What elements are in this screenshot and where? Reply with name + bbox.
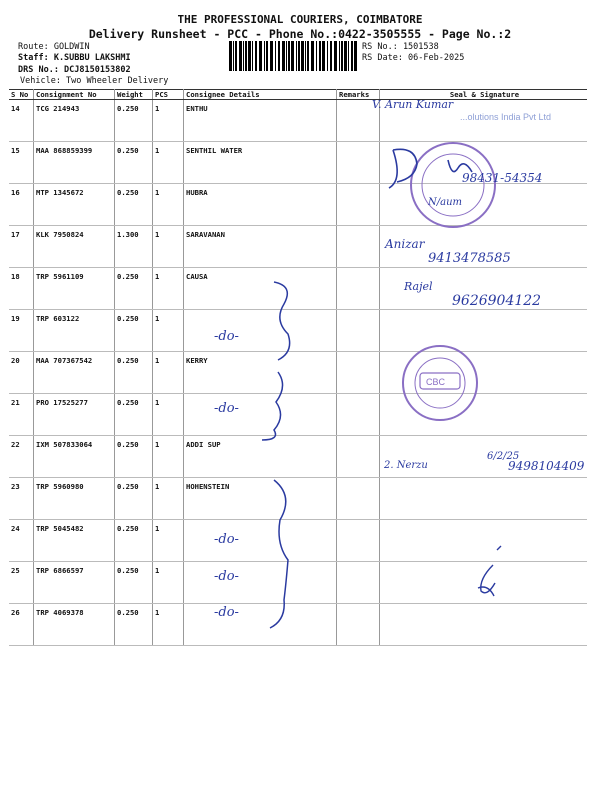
barcode-bar	[344, 41, 347, 71]
cell-sno: 21	[9, 394, 34, 436]
cell-signature	[380, 478, 588, 520]
cell-consignee: SENTHIL WATER	[184, 142, 337, 184]
cell-consignment: TRP 4069378	[34, 604, 115, 646]
barcode-bar	[327, 41, 328, 71]
cell-signature	[380, 226, 588, 268]
cell-sno: 17	[9, 226, 34, 268]
phone-row-17: 9413478585	[428, 251, 511, 266]
cell-consignee: ENTHU	[184, 100, 337, 142]
table-row	[9, 268, 587, 310]
cell-consignment: TCG 214943	[34, 100, 115, 142]
cell-weight: 0.250	[115, 436, 153, 478]
cell-signature	[380, 436, 588, 478]
cell-sno: 23	[9, 478, 34, 520]
cell-consignee: HUBRA	[184, 184, 337, 226]
table-row	[9, 604, 587, 646]
cell-weight: 0.250	[115, 100, 153, 142]
cell-sno: 18	[9, 268, 34, 310]
cell-signature	[380, 142, 588, 184]
barcode-bar	[351, 41, 353, 71]
barcode-bar	[252, 41, 253, 71]
cell-sno: 15	[9, 142, 34, 184]
table-row	[9, 352, 587, 394]
cell-signature	[380, 562, 588, 604]
barcode-bar	[319, 41, 321, 71]
cell-pcs: 1	[153, 394, 184, 436]
cell-consignee	[184, 562, 337, 604]
cell-consignment: IXM 507833064	[34, 436, 115, 478]
barcode-bar	[239, 41, 242, 71]
cell-consignee: ADDI SUP	[184, 436, 337, 478]
barcode-bar	[330, 41, 332, 71]
barcode-bar	[233, 41, 234, 71]
barcode-bar	[275, 41, 276, 71]
company-stamp-text: ...olutions India Pvt Ltd	[460, 112, 552, 122]
barcode-bar	[288, 41, 290, 71]
barcode-bar	[264, 41, 265, 71]
signature-row-14: V. Arun Kumar	[372, 98, 454, 111]
cell-signature	[380, 352, 588, 394]
barcode-bar	[229, 41, 232, 71]
cell-consignment: TRP 5960980	[34, 478, 115, 520]
cell-signature	[380, 184, 588, 226]
cell-sno: 19	[9, 310, 34, 352]
cell-weight: 0.250	[115, 562, 153, 604]
cell-pcs: 1	[153, 310, 184, 352]
cell-pcs: 1	[153, 184, 184, 226]
cell-sno: 26	[9, 604, 34, 646]
barcode-bar	[348, 41, 349, 71]
phone-row-18: 9626904122	[452, 293, 542, 309]
cell-remarks	[337, 184, 380, 226]
barcode-bar	[245, 41, 247, 71]
cell-consignee: CAUSA	[184, 268, 337, 310]
barcode-bar	[305, 41, 306, 71]
ditto-mark: -do-	[214, 569, 239, 584]
cell-weight: 0.250	[115, 352, 153, 394]
barcode-bar	[248, 41, 251, 71]
cell-consignee: SARAVANAN	[184, 226, 337, 268]
cell-pcs: 1	[153, 562, 184, 604]
signature-row-16: N/aum	[428, 197, 463, 208]
cell-remarks	[337, 310, 380, 352]
cell-remarks	[337, 562, 380, 604]
cell-consignment: MTP 1345672	[34, 184, 115, 226]
barcode-bar	[255, 41, 257, 71]
cell-consignment: TRP 5045482	[34, 520, 115, 562]
cell-signature	[380, 100, 588, 142]
table-row	[9, 520, 587, 562]
vehicle-label: Vehicle: Two Wheeler Delivery	[20, 76, 169, 86]
cell-consignment: TRP 5961109	[34, 268, 115, 310]
cell-weight: 0.250	[115, 142, 153, 184]
date-row-22: 6/2/25	[487, 451, 520, 462]
barcode-bar	[266, 41, 268, 71]
runsheet-table	[9, 89, 587, 646]
barcode-bar	[278, 41, 280, 71]
cell-pcs: 1	[153, 100, 184, 142]
table-row	[9, 394, 587, 436]
barcode-bar	[301, 41, 304, 71]
phone-row-16: 98431-54354	[462, 171, 543, 185]
barcode-bar	[291, 41, 294, 71]
cell-consignment: KLK 7950824	[34, 226, 115, 268]
cell-pcs: 1	[153, 226, 184, 268]
cell-consignee	[184, 310, 337, 352]
route-label: Route: GOLDWIN	[18, 42, 90, 52]
barcode-bar	[235, 41, 237, 71]
company-title: THE PROFESSIONAL COURIERS, COIMBATORE	[177, 13, 423, 26]
cell-consignee	[184, 394, 337, 436]
runsheet-subtitle: Delivery Runsheet - PCC - Phone No.:0422-3505555 - Page No.:2	[88, 27, 512, 41]
barcode-bar	[339, 41, 340, 71]
cell-consignment: MAA 868859399	[34, 142, 115, 184]
signature-row-22: 2. Nerzu	[384, 460, 428, 471]
cell-weight: 0.250	[115, 478, 153, 520]
cell-sno: 16	[9, 184, 34, 226]
barcode-bar	[296, 41, 297, 71]
barcode-bar	[286, 41, 287, 71]
rs-date: RS Date: 06-Feb-2025	[362, 53, 465, 63]
barcode-bar	[316, 41, 317, 71]
cell-pcs: 1	[153, 436, 184, 478]
table-row	[9, 478, 587, 520]
cell-sno: 14	[9, 100, 34, 142]
cell-sno: 22	[9, 436, 34, 478]
cell-consignment: MAA 707367542	[34, 352, 115, 394]
cell-pcs: 1	[153, 520, 184, 562]
cell-weight: 0.250	[115, 520, 153, 562]
cell-consignee: KERRY	[184, 352, 337, 394]
column-header: Weight	[115, 90, 153, 100]
cell-consignment: TRP 6866597	[34, 562, 115, 604]
table-row	[9, 562, 587, 604]
cell-signature	[380, 604, 588, 646]
cell-pcs: 1	[153, 604, 184, 646]
table-row	[9, 184, 587, 226]
table-row	[9, 100, 587, 142]
cell-sno: 25	[9, 562, 34, 604]
cell-remarks	[337, 436, 380, 478]
table-row	[9, 310, 587, 352]
barcode-bar	[354, 41, 357, 71]
cell-signature	[380, 520, 588, 562]
barcode-bar	[307, 41, 309, 71]
column-header: Consignment No	[34, 90, 115, 100]
cell-weight: 0.250	[115, 184, 153, 226]
cell-consignee: HOHENSTEIN	[184, 478, 337, 520]
drs-number: DRS No.: DCJ8150153802	[18, 65, 131, 75]
cell-remarks	[337, 352, 380, 394]
cell-sno: 20	[9, 352, 34, 394]
barcode-bar	[322, 41, 325, 71]
barcode-bar	[259, 41, 262, 71]
signature-row-17: Anizar	[385, 237, 425, 251]
column-header: PCS	[153, 90, 184, 100]
cell-remarks	[337, 604, 380, 646]
stamp-text: CBC	[426, 377, 446, 387]
ditto-mark: -do-	[214, 532, 239, 547]
cell-remarks	[337, 268, 380, 310]
column-header: Seal & Signature	[380, 90, 588, 100]
cell-pcs: 1	[153, 142, 184, 184]
barcode-bar	[341, 41, 343, 71]
cell-weight: 0.250	[115, 268, 153, 310]
cell-pcs: 1	[153, 268, 184, 310]
phone-row-22: 9498104409	[508, 459, 585, 473]
staff-label: Staff: K.SUBBU LAKSHMI	[18, 53, 131, 63]
cell-signature	[380, 310, 588, 352]
barcode-bar	[298, 41, 300, 71]
barcode-bar	[243, 41, 244, 71]
signature-row-18: Rajel	[404, 280, 433, 293]
cell-remarks	[337, 142, 380, 184]
barcode-bar	[270, 41, 273, 71]
cell-weight: 0.250	[115, 604, 153, 646]
ditto-mark: -do-	[214, 329, 239, 344]
cell-consignee	[184, 520, 337, 562]
cell-consignment: TRP 603122	[34, 310, 115, 352]
column-header: Remarks	[337, 90, 380, 100]
cell-signature	[380, 268, 588, 310]
cell-weight: 1.300	[115, 226, 153, 268]
ditto-mark: -do-	[214, 401, 239, 416]
cell-remarks	[337, 100, 380, 142]
cell-sno: 24	[9, 520, 34, 562]
cell-pcs: 1	[153, 478, 184, 520]
barcode-image	[229, 41, 357, 71]
column-header: Consignee Details	[184, 90, 337, 100]
cell-remarks	[337, 394, 380, 436]
table-row	[9, 142, 587, 184]
cell-signature	[380, 394, 588, 436]
cell-weight: 0.250	[115, 310, 153, 352]
cell-consignee	[184, 604, 337, 646]
cell-remarks	[337, 520, 380, 562]
cell-pcs: 1	[153, 352, 184, 394]
barcode-bar	[311, 41, 314, 71]
cell-remarks	[337, 478, 380, 520]
cell-weight: 0.250	[115, 394, 153, 436]
cell-consignment: PRO 17525277	[34, 394, 115, 436]
ditto-mark: -do-	[214, 605, 239, 620]
barcode-bar	[282, 41, 285, 71]
rs-number: RS No.: 1501538	[362, 42, 439, 52]
table-row	[9, 436, 587, 478]
barcode-bar	[334, 41, 337, 71]
column-header: S No	[9, 90, 34, 100]
table-row	[9, 226, 587, 268]
table-header-row	[9, 90, 587, 100]
cell-remarks	[337, 226, 380, 268]
